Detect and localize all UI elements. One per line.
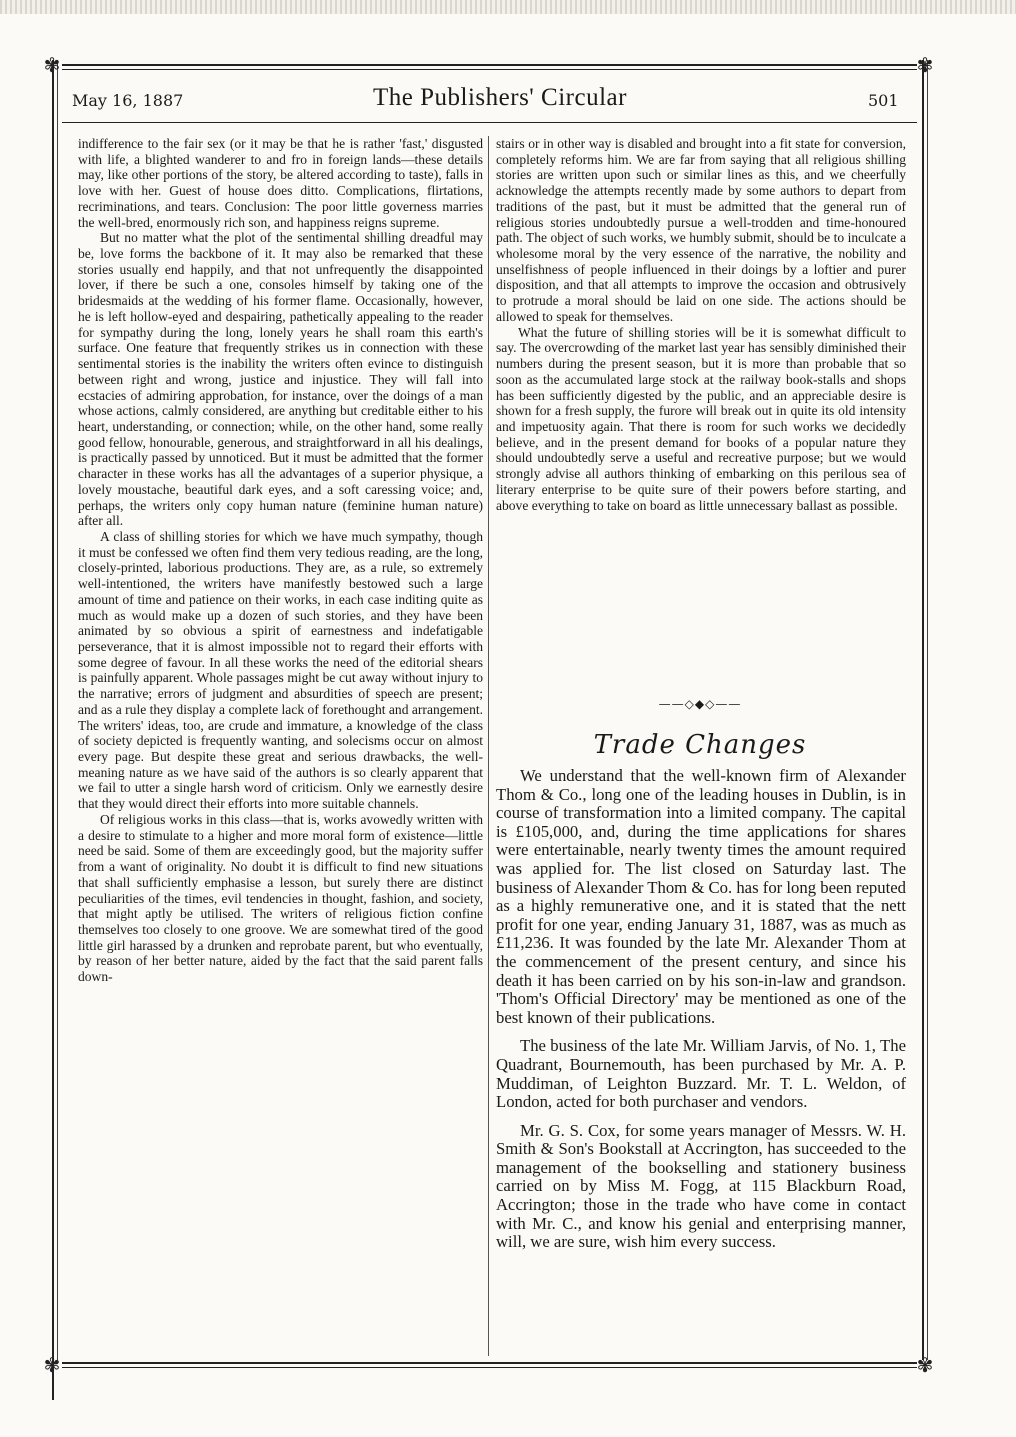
column-divider [488, 136, 489, 1356]
section-separator: ——◇◆◇—— [658, 697, 742, 711]
page-title: The Publishers' Circular [373, 84, 627, 111]
frame-right-inner-border [927, 60, 928, 1360]
header-rule [62, 122, 917, 123]
frame-right-border [922, 60, 924, 1360]
paragraph: indifference to the fair sex (or it may be that he is rather 'fast,' disgusted with life, a blighted wanderer to and fro in foreign lands—these details may, like other portions of the story, be altered according to taste), falls in love with her. Guest of house does ditto. Complications, flirtations, recriminations, and tears. Conclusion: The poor little governess marries the well-bred, enormously rich son, and happiness reigns supreme. [78, 136, 483, 230]
corner-ornament-icon: ✾ [916, 53, 934, 77]
header-date: May 16, 1887 [72, 91, 184, 110]
trade-changes-section [496, 767, 906, 1262]
paragraph: What the future of shilling stories will be it is somewhat difficult to say. The overcrowding of the market last year has sensibly diminished their numbers during the present season, but it is more than probable that so soon as the accumulated large stock at the railway book-stalls and shops has been sufficiently digested by the public, and an appreciable desire is shown for a fresh supply, the furore will break out in quite its old intensity and impetuosity again. That there is room for such works we decidedly believe, and in the present demand for books of a popular nature they should undoubtedly serve a useful and recreative purpose; but we would strongly advise all authors thinking of embarking on this perilous sea of literary enterprise to be quite sure of their powers before starting, and above everything to take on board as little unnecessary ballast as possible. [496, 324, 906, 513]
left-column [78, 136, 483, 985]
paragraph: But no matter what the plot of the sentimental shilling dreadful may be, love forms the backbone of it. It may also be remarked that these stories usually end happily, and that not unfrequently the disappointed lover, if there be such a one, consoles himself by taking one of the bridesmaids at the wedding of his former flame. Occasionally, however, he is left hollow-eyed and despairing, pathetically appealing to the reader for sympathy during the long, lonely years he shall roam this earth's surface. One feature that frequently strikes us in connection with these sentimental stories is the inability the writers often evince to distinguish between right and wrong, justice and injustice. They will fall into ecstacies of admiring approbation, for instance, over the doings of a man whose actions, calmly considered, are anything but creditable either to his heart, understanding, or connection; while, on the other hand, some really good fellow, honourable, generous, and straightforward in all his dealings, is practically passed by unnoticed. But it must be admitted that the former character in these works has all the advantages of a superior physique, a lovely moustache, beautiful dark eyes, and a soft caressing voice; and, perhaps, the writers only copy human nature (feminine human nature) after all. [78, 230, 483, 529]
corner-ornament-icon: ✾ [43, 1353, 61, 1377]
paragraph: Mr. G. S. Cox, for some years manager of Messrs. W. H. Smith & Son's Bookstall at Accrington, has succeeded to the management of the bookselling and stationery business carried on by Miss M. Fogg, at 115 Blackburn Road, Accrington; those in the trade who have come in contact with Mr. C., and know his genial and enterprising manner, will, we are sure, wish him every success. [496, 1120, 906, 1252]
bottom-rule-thin [62, 1367, 917, 1368]
paragraph: stairs or in other way is disabled and brought into a fit state for conversion, completely reforms him. We are far from saying that all religious shilling stories are written upon such or similar lines as this, and we cheerfully acknowledge the attempts recently made by some authors to depart from traditions of the past, but it must be admitted that the general run of religious stories undoubtedly pursue a well-trodden and time-honoured path. The object of such works, we humbly submit, should be to inculcate a wholesome moral by the very essence of the narrative, the nobility and unselfishness of people influenced in their doings by a loftier and purer disposition, and that all attempts to improve the occasion and obtrusively to protrude a moral should be laid on one side. The actions should be allowed to speak for themselves. [496, 136, 906, 324]
paragraph: A class of shilling stories for which we have much sympathy, though it must be confessed we often find them very tedious reading, are the long, closely-printed, laborious productions. They are, as a rule, so extremely well-intentioned, the writers have manifestly bestowed such a large amount of time and patience on their works, in each case inditing quite as much as would make up a dozen of such stories, and they have been animated by so obvious a spirit of earnestness and indefatigable perseverance, that it is almost impossible not to regard their efforts with some degree of favour. In all these works the need of the editorial shears is painfully apparent. Whole passages might be cut away without injury to the narrative; errors of judgment and absurdities of speech are present; and as a rule they display a complete lack of forethought and arrangement. The writers' ideas, too, are crude and immature, a knowledge of the class of society depicted is frequently wanting, and solecisms occur on almost every page. But despite these great and serious drawbacks, the well-meaning nature as we have said of the authors is so clearly apparent that we fail to utter a single harsh word of criticism. Only we earnestly desire that they would direct their efforts into more suitable channels. [78, 528, 483, 812]
corner-ornament-icon: ✾ [43, 53, 61, 77]
paragraph: Of religious works in this class—that is, works avowedly written with a desire to stimulate to a higher and more moral form of existence—little need be said. Some of them are exceedingly good, but the majority suffer from a want of originality. No doubt it is difficult to find new situations that shall sufficiently emphasise a lesson, but surely there are distinct peculiarities of the times, evil tendencies in thought, fashion, and society, that might aptly be utilised. The writers of religious fiction confine themselves too closely to one groove. We are somewhat tired of the good little girl harassed by a drunken and reprobate parent, but who eventually, by reason of her better nature, aided by the fact that the said parent falls down- [78, 811, 483, 985]
frame-left-inner-border [57, 60, 58, 1360]
corner-ornament-icon: ✾ [916, 1353, 934, 1377]
bottom-rule [62, 1362, 917, 1364]
scan-noise-band [0, 0, 1016, 14]
top-rule [62, 64, 917, 66]
page-number: 501 [868, 91, 899, 110]
section-heading: Trade Changes [593, 730, 807, 760]
top-rule-thin [62, 69, 917, 70]
paragraph: The business of the late Mr. William Jarvis, of No. 1, The Quadrant, Bournemouth, has been purchased by Mr. A. P. Muddiman, of Leighton Buzzard. Mr. T. L. Weldon, of London, acted for both purchaser and vendors. [496, 1036, 906, 1112]
right-column-top [496, 136, 906, 513]
frame-left-border [52, 60, 54, 1400]
paragraph: We understand that the well-known firm of Alexander Thom & Co., long one of the leading houses in Dublin, is in course of transformation into a limited company. The capital is £105,000, and, during the time applications for shares were entertainable, nearly twenty times the amount required was applied for. The list closed on Saturday last. The business of Alexander Thom & Co. has for long been reputed as a highly remunerative one, and it is stated that the nett profit for one year, ending January 31, 1887, was as much as £11,236. It was founded by the late Mr. Alexander Thom at the commencement of the present century, and since his death it has been carried on by his son-in-law and grandson. 'Thom's Official Directory' may be mentioned as one of the best known of their publications. [496, 766, 906, 1027]
